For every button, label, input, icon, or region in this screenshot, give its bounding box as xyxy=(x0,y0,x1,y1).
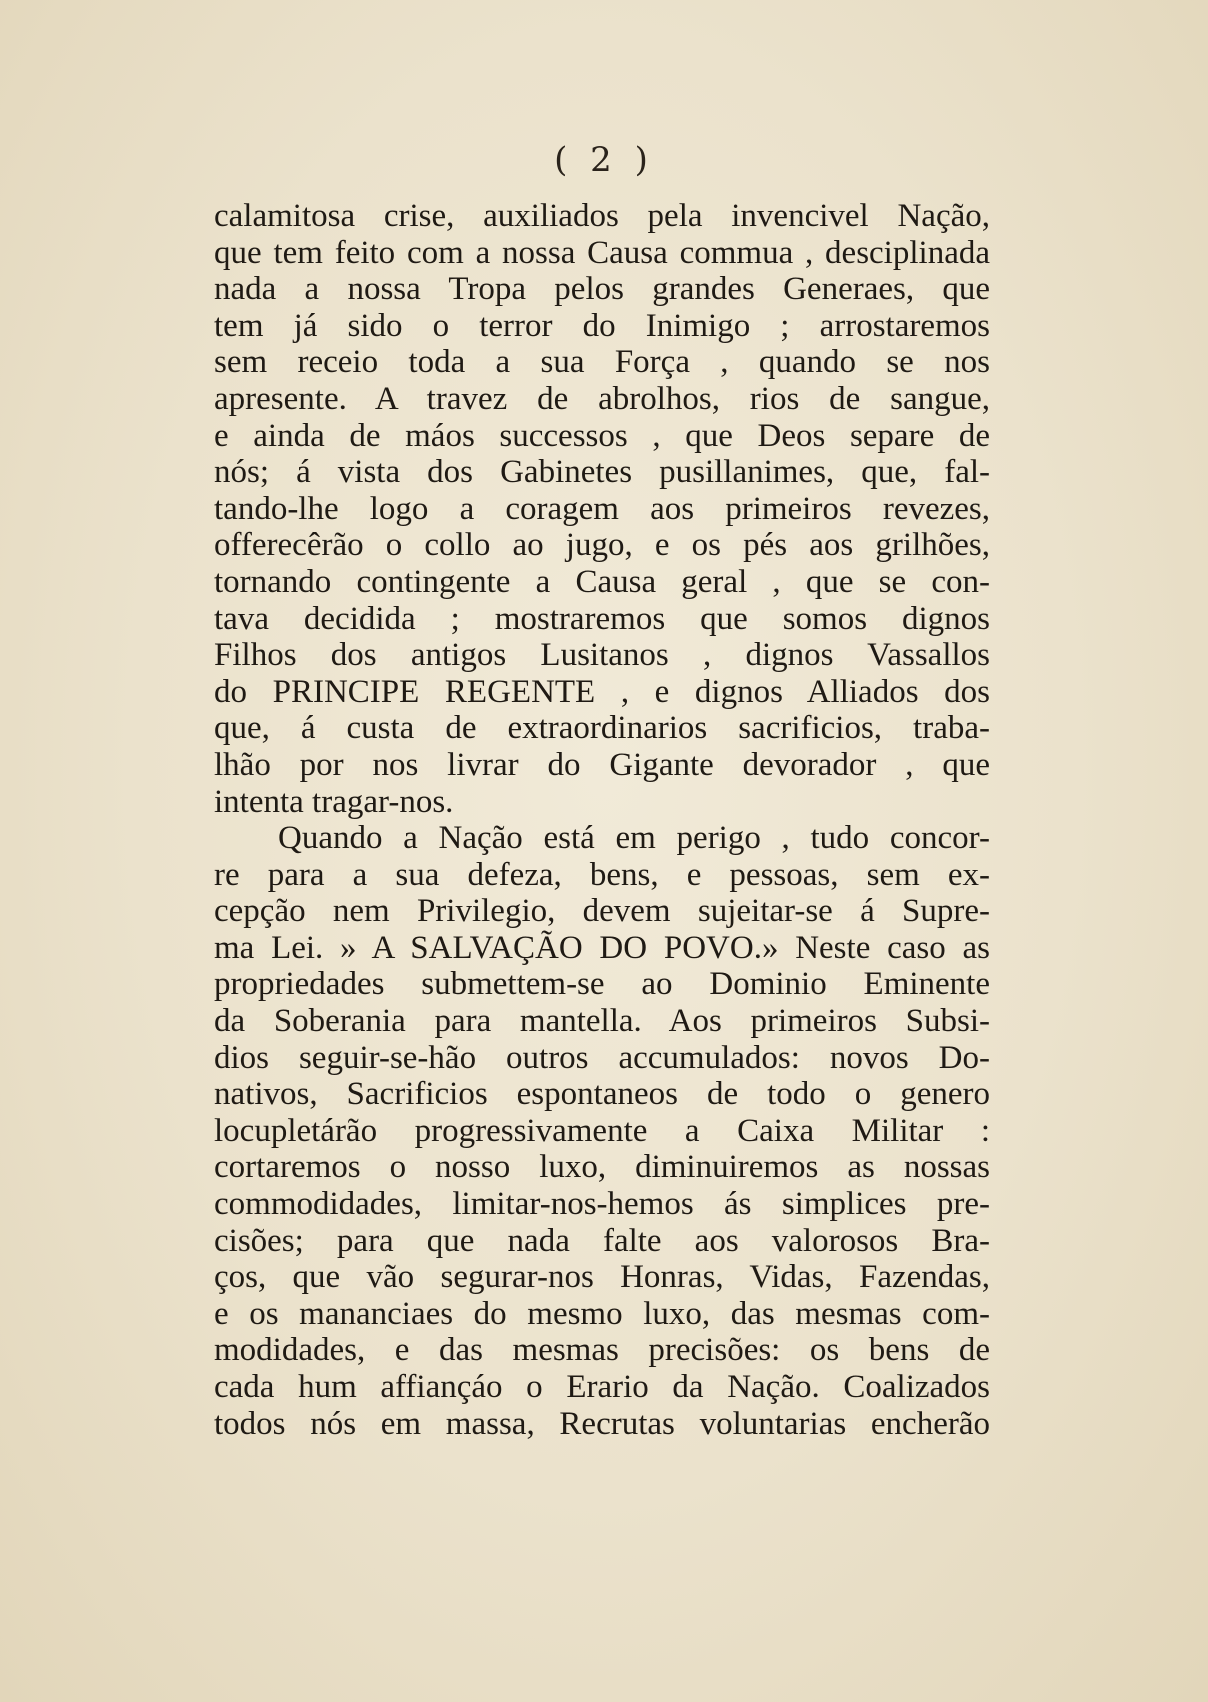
text-line: ma Lei. » A SALVAÇÃO DO POVO.» Neste caso as xyxy=(214,929,990,966)
text-line: do PRINCIPE REGENTE , e dignos Alliados dos xyxy=(214,673,990,710)
text-line: tando-lhe logo a coragem aos primeiros revezes, xyxy=(214,490,990,527)
page-number: ( 2 ) xyxy=(554,140,654,180)
body-text xyxy=(214,198,990,1442)
text-line: todos nós em massa, Recrutas voluntarias encherão xyxy=(214,1405,990,1442)
text-line: locupletárão progressivamente a Caixa Militar : xyxy=(214,1112,990,1149)
text-line: commodidades, limitar-nos-hemos ás simplices pre- xyxy=(214,1186,990,1223)
text-line: sem receio toda a sua Força , quando se nos xyxy=(214,344,990,381)
text-line: e ainda de máos successos , que Deos separe de xyxy=(214,417,990,454)
text-line: calamitosa crise, auxiliados pela invencivel Nação, xyxy=(214,198,990,234)
text-line: modidades, e das mesmas precisões: os bens de xyxy=(214,1332,990,1369)
text-line: ços, que vão segurar-nos Honras, Vidas, Fazendas, xyxy=(214,1259,990,1296)
text-line: offerecêrão o collo ao jugo, e os pés aos grilhões, xyxy=(214,527,990,564)
text-line: Quando a Nação está em perigo , tudo concor- xyxy=(278,820,990,857)
text-line: que, á custa de extraordinarios sacrificios, traba- xyxy=(214,710,990,747)
text-line: tornando contingente a Causa geral , que se con- xyxy=(214,563,990,600)
text-line: nativos, Sacrificios espontaneos de todo o genero xyxy=(214,1076,990,1113)
text-line: que tem feito com a nossa Causa commua , desciplinada xyxy=(214,234,990,271)
text-line: cada hum affiançáo o Erario da Nação. Coalizados xyxy=(214,1369,990,1405)
text-line: e os mananciaes do mesmo luxo, das mesmas com- xyxy=(214,1295,990,1332)
text-line: cisões; para que nada falte aos valorosos Bra- xyxy=(214,1222,990,1259)
text-line: tava decidida ; mostraremos que somos dignos xyxy=(214,600,990,637)
text-line: cortaremos o nosso luxo, diminuiremos as nossas xyxy=(214,1149,990,1186)
text-line: Filhos dos antigos Lusitanos , dignos Vassallos xyxy=(214,637,990,674)
text-line: nada a nossa Tropa pelos grandes Generaes, que xyxy=(214,271,990,308)
text-line: dios seguir-se-hão outros accumulados: novos Do- xyxy=(214,1039,990,1076)
text-line: lhão por nos livrar do Gigante devorador , que xyxy=(214,746,990,783)
text-line: propriedades submettem-se ao Dominio Eminente xyxy=(214,966,990,1003)
text-line: re para a sua defeza, bens, e pessoas, sem ex- xyxy=(214,856,990,893)
text-line: cepção nem Privilegio, devem sujeitar-se á Supre- xyxy=(214,893,990,930)
text-line: apresente. A travez de abrolhos, rios de sangue, xyxy=(214,380,990,417)
text-line: da Soberania para mantella. Aos primeiros Subsi- xyxy=(214,1003,990,1040)
text-line: intenta tragar-nos. xyxy=(214,783,454,820)
text-line: nós; á vista dos Gabinetes pusillanimes, que, fal- xyxy=(214,454,990,491)
text-line: tem já sido o terror do Inimigo ; arrostaremos xyxy=(214,307,990,344)
